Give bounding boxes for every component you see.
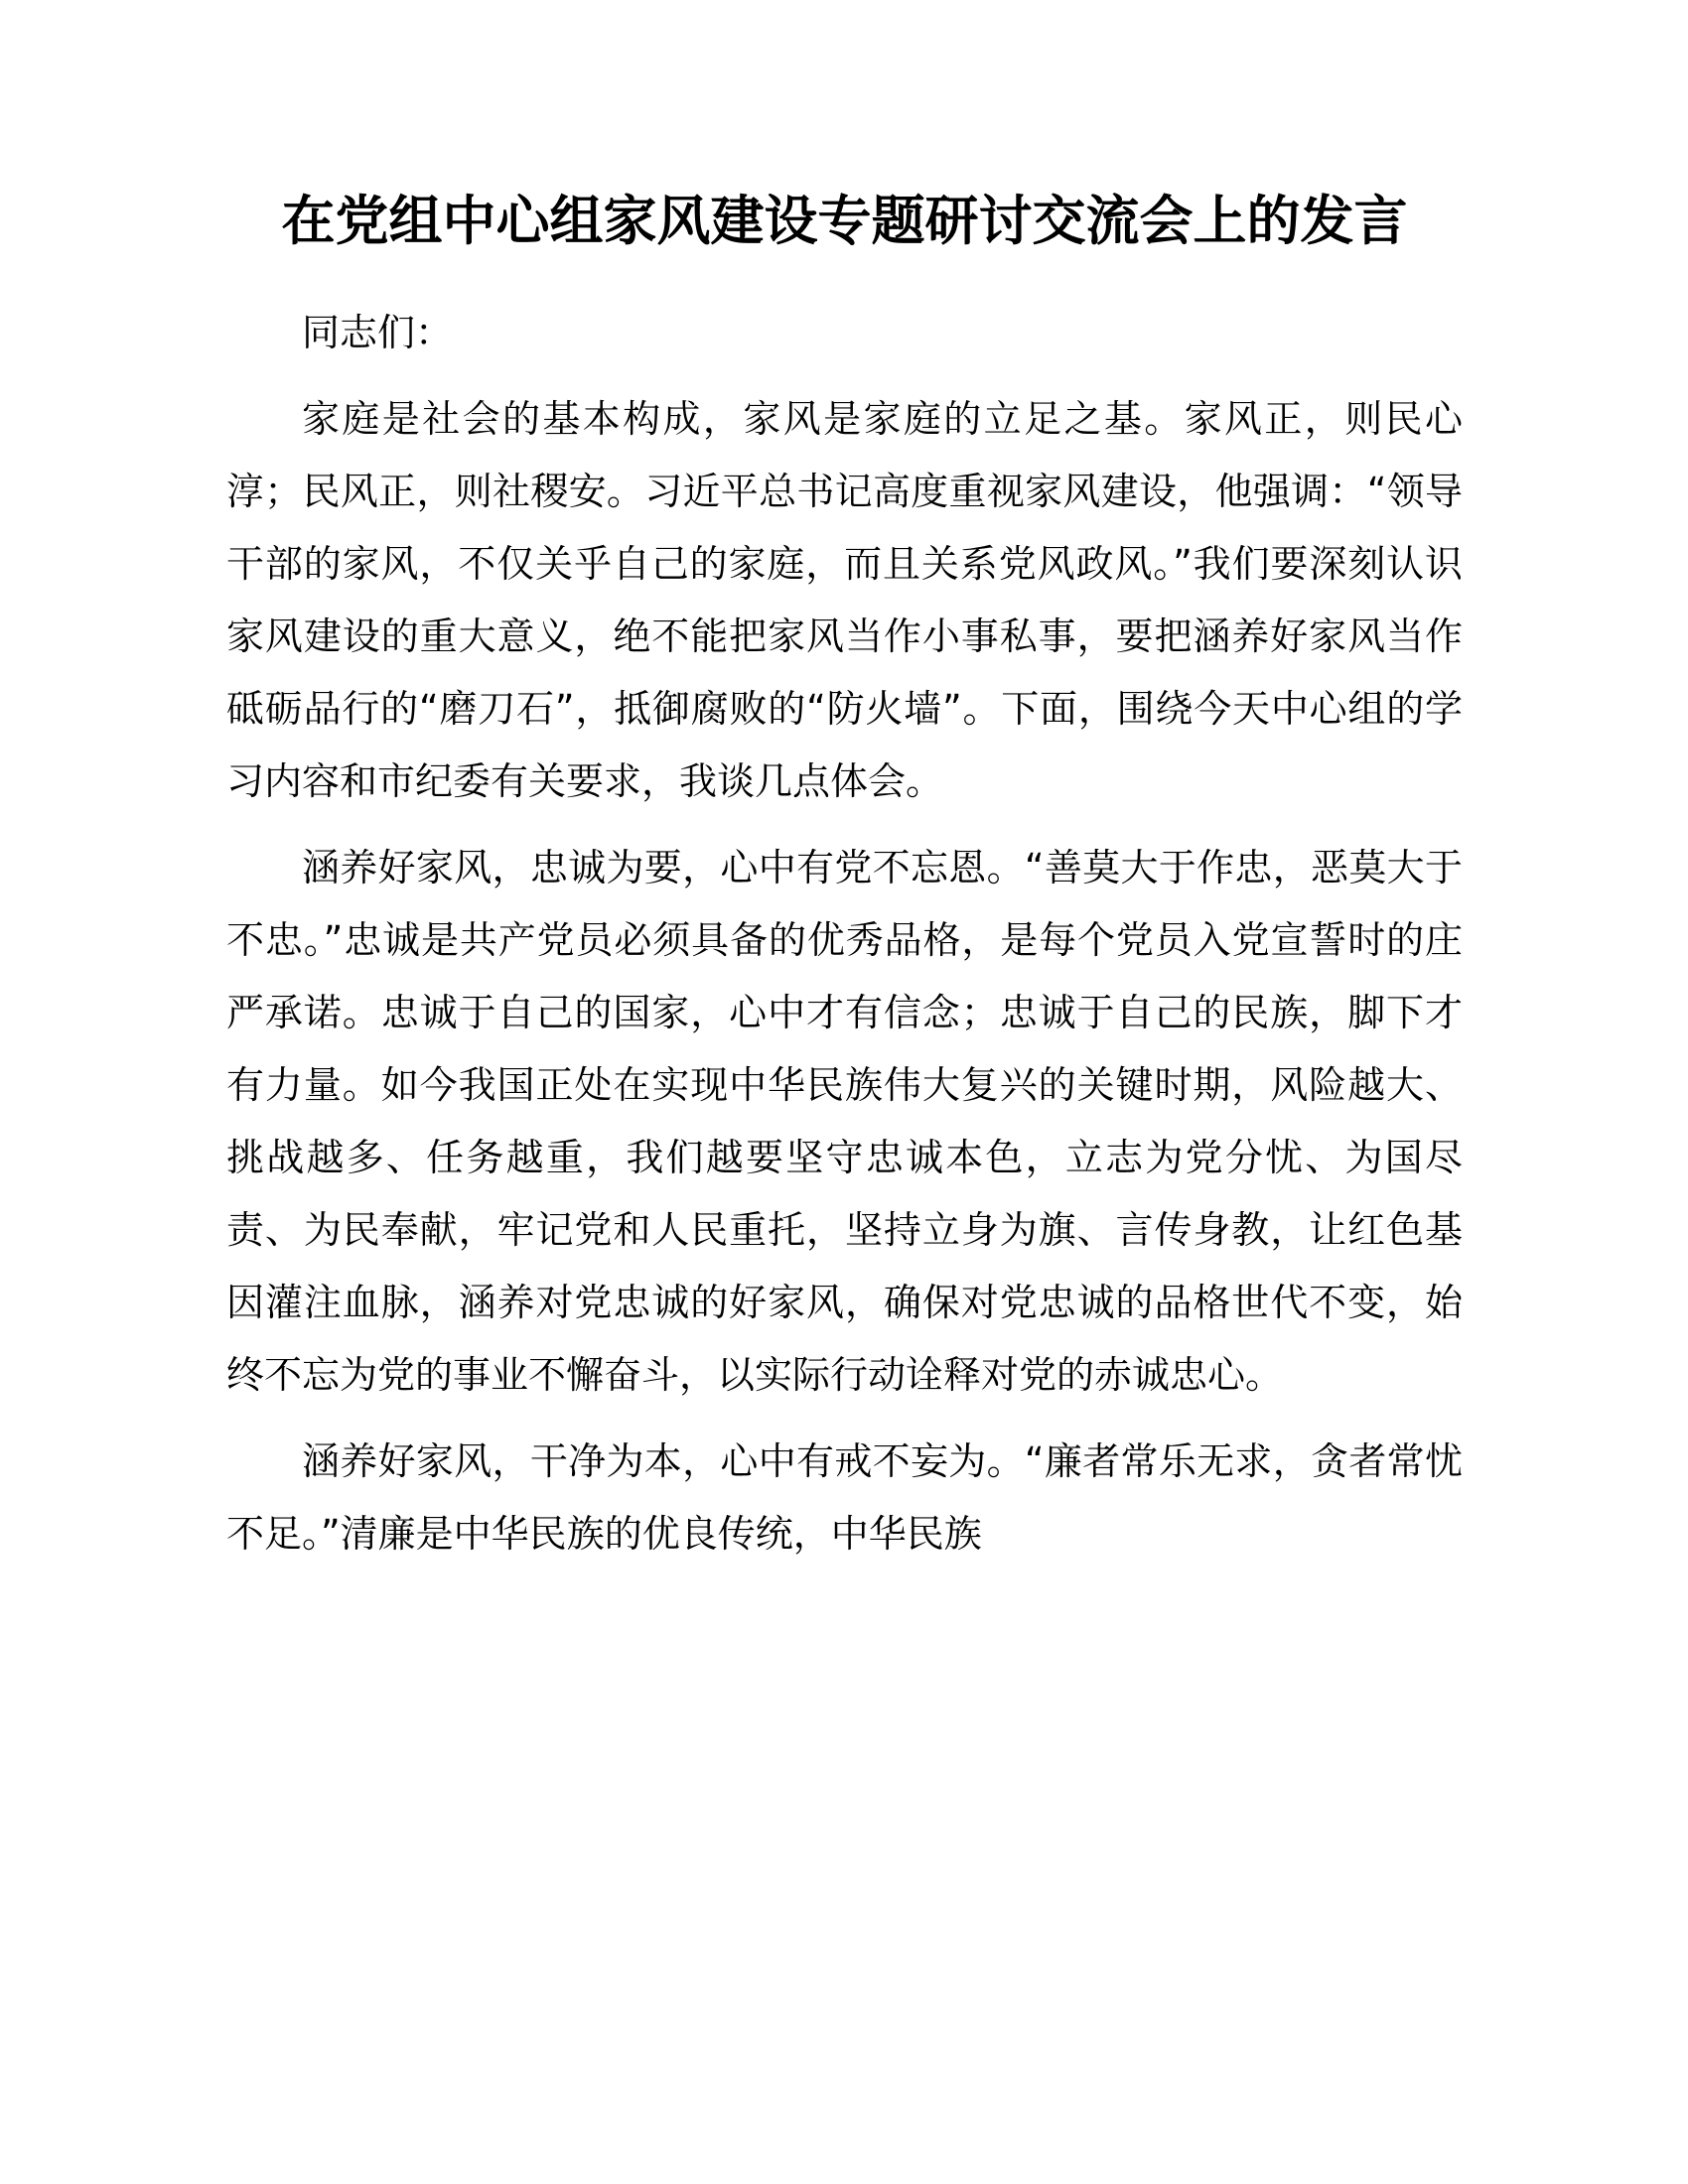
body-paragraph-2: 涵养好家风，忠诚为要，心中有党不忘恩。“善莫大于作忠，恶莫大于不忠。”忠诚是共产党员必须具备的优秀品格，是每个党员入党宣誓时的庄严承诺。忠诚于自己的国家，心中才有信念；忠诚于自己的民族，脚下才有力量。如今我国正处在实现中华民族伟大复兴的关键时期，风险越大、挑战越多、任务越重，我们越要坚守忠诚本色，立志为党分忧、为国尽责、为民奉献，牢记党和人民重托，坚持立身为旗、言传身教，让红色基因灌注血脉，涵养对党忠诚的好家风，确保对党忠诚的品格世代不变，始终不忘为党的事业不懈奋斗，以实际行动诠释对党的赤诚忠心。 [226,846,1463,1397]
document-content [226,0,1463,1570]
body-paragraph-3: 涵养好家风，干净为本，心中有戒不妄为。“廉者常乐无求，贪者常忧不足。”清廉是中华民族的优良传统，中华民族 [226,1439,1463,1556]
salutation: 同志们： [302,311,454,354]
body-paragraph-1: 家庭是社会的基本构成，家风是家庭的立足之基。家风正，则民心淳；民风正，则社稷安。习近平总书记高度重视家风建设，他强调：“领导干部的家风，不仅关乎自己的家庭，而且关系党风政风。”我们要深刻认识家风建设的重大意义，绝不能把家风当作小事私事，要把涵养好家风当作砥砺品行的“磨刀石”，抵御腐败的“防火墙”。下面，围绕今天中心组的学习内容和市纪委有关要求，我谈几点体会。 [226,397,1463,803]
document-title: 在党组中心组家风建设专题研讨交流会上的发言 [281,190,1408,252]
